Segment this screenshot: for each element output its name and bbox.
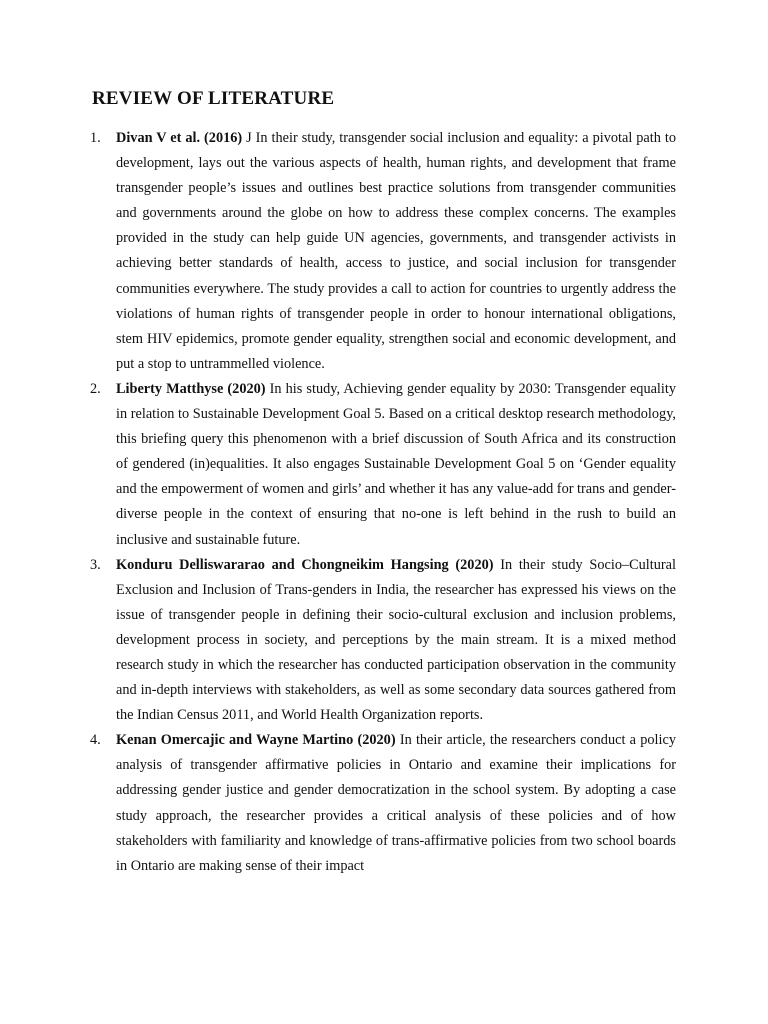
reference-number: 1. bbox=[90, 130, 101, 146]
reference-text: In their study Socio–Cultural Exclusion and Inclusion of Trans-genders in India, the researcher has expressed his views on the issue of transgender people in defining their socio-cultural exclusion and inclusion problems, development process in society, and perceptions by the main stream. It is a mixed method research study in which the researcher has conducted participation observation in the community and in-depth interviews with stakeholders, as well as some secondary data sources gathered from the Indian Census 2011, and World Health Organization reports. bbox=[116, 556, 676, 724]
reference-item bbox=[90, 728, 676, 879]
reference-item bbox=[90, 377, 676, 553]
reference-item bbox=[90, 553, 676, 729]
page-heading: REVIEW OF LITERATURE bbox=[92, 88, 335, 109]
reference-list bbox=[90, 126, 676, 879]
reference-authors: Konduru Delliswararao and Chongneikim Hangsing (2020) bbox=[116, 556, 494, 573]
reference-authors: Liberty Matthyse (2020) bbox=[116, 380, 266, 397]
reference-text: J In their study, transgender social inclusion and equality: a pivotal path to development, lays out the various aspects of health, human rights, and development that frame transgender people’s issues and outlines best practice solutions from transgender communities and governments around the globe on how to address these complex concerns. The examples provided in the study can help guide UN agencies, governments, and transgender activists in achieving better standards of health, access to justice, and social inclusion for transgender communities everywhere. The study provides a call to action for countries to urgently address the violations of human rights of transgender people in order to honour international obligations, stem HIV epidemics, promote gender equality, strengthen social and economic development, and put a stop to untrammelled violence. bbox=[116, 130, 676, 372]
reference-text: In their article, the researchers conduct a policy analysis of transgender affirmative policies in Ontario and examine their implications for addressing gender justice and gender democratization in the school system. By adopting a case study approach, the researcher provides a critical analysis of these policies and of how stakeholders with familiarity and knowledge of trans-affirmative policies from two school boards in Ontario are making sense of their impact bbox=[116, 732, 676, 874]
reference-number: 2. bbox=[90, 380, 101, 397]
reference-authors: Kenan Omercajic and Wayne Martino (2020) bbox=[116, 732, 396, 749]
reference-authors: Divan V et al. (2016) bbox=[116, 130, 243, 146]
reference-number: 3. bbox=[90, 556, 101, 573]
reference-number: 4. bbox=[90, 732, 101, 749]
reference-text: In his study, Achieving gender equality by 2030: Transgender equality in relation to Sustainable Development Goal 5. Based on a critical desktop research methodology, this briefing query this phenomenon with a brief discussion of South Africa and its construction of gendered (in)equalities. It also engages Sustainable Development Goal 5 on ‘Gender equality and the empowerment of women and girls’ and whether it has any value-add for trans and gender-diverse people in the context of ensuring that no-one is left behind in the rush to build an inclusive and sustainable future. bbox=[116, 380, 677, 548]
reference-item bbox=[90, 126, 676, 377]
